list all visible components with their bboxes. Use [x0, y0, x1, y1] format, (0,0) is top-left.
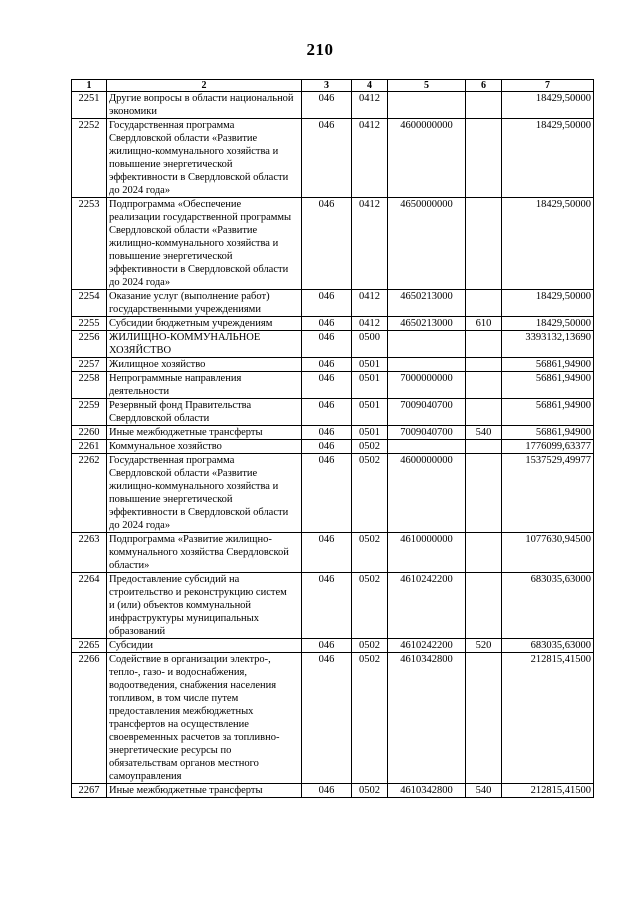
row-expense-type: 610	[466, 317, 502, 331]
page-number: 210	[306, 40, 334, 59]
table-row	[72, 784, 594, 798]
row-number: 2263	[72, 533, 107, 573]
row-ved-code: 046	[302, 573, 352, 639]
row-section-code: 0502	[352, 454, 388, 533]
row-section-code: 0412	[352, 119, 388, 198]
row-amount: 18429,50000	[502, 92, 594, 119]
row-amount: 1077630,94500	[502, 533, 594, 573]
row-amount: 212815,41500	[502, 784, 594, 798]
row-ved-code: 046	[302, 426, 352, 440]
row-expense-type	[466, 533, 502, 573]
row-amount: 683035,63000	[502, 639, 594, 653]
row-section-code: 0502	[352, 653, 388, 784]
row-name: Другие вопросы в области национальной экономики	[107, 92, 302, 119]
column-header: 5	[388, 80, 466, 92]
row-target-code: 4650213000	[388, 317, 466, 331]
row-amount: 18429,50000	[502, 317, 594, 331]
row-ved-code: 046	[302, 440, 352, 454]
row-ved-code: 046	[302, 119, 352, 198]
table-row	[72, 573, 594, 639]
row-expense-type	[466, 399, 502, 426]
table-row	[72, 331, 594, 358]
row-number: 2251	[72, 92, 107, 119]
row-name: Содействие в организации электро-, тепло-, газо- и водоснабжения, водоотведения, снабжения населения топливом, в том числе путем предоставления межбюджетных трансфертов на осуществление своевременных расчетов за топливно- энергетические ресурсы по обязательствам органов местного самоуправления	[107, 653, 302, 784]
table-row	[72, 290, 594, 317]
row-number: 2266	[72, 653, 107, 784]
row-target-code: 4610000000	[388, 533, 466, 573]
row-target-code: 4600000000	[388, 119, 466, 198]
row-number: 2253	[72, 198, 107, 290]
row-amount: 3393132,13690	[502, 331, 594, 358]
row-ved-code: 046	[302, 372, 352, 399]
row-target-code: 4610342800	[388, 653, 466, 784]
row-expense-type: 540	[466, 426, 502, 440]
row-ved-code: 046	[302, 198, 352, 290]
row-number: 2261	[72, 440, 107, 454]
row-section-code: 0501	[352, 358, 388, 372]
table-row	[72, 454, 594, 533]
row-target-code: 4600000000	[388, 454, 466, 533]
row-section-code: 0502	[352, 533, 388, 573]
row-section-code: 0501	[352, 372, 388, 399]
row-ved-code: 046	[302, 639, 352, 653]
row-expense-type	[466, 573, 502, 639]
row-number: 2264	[72, 573, 107, 639]
row-ved-code: 046	[302, 454, 352, 533]
row-target-code	[388, 440, 466, 454]
row-amount: 1776099,63377	[502, 440, 594, 454]
row-ved-code: 046	[302, 358, 352, 372]
column-header: 2	[107, 80, 302, 92]
row-amount: 18429,50000	[502, 119, 594, 198]
row-name: ЖИЛИЩНО-КОММУНАЛЬНОЕ ХОЗЯЙСТВО	[107, 331, 302, 358]
row-section-code: 0502	[352, 784, 388, 798]
row-target-code	[388, 358, 466, 372]
row-ved-code: 046	[302, 92, 352, 119]
row-target-code: 4610242200	[388, 639, 466, 653]
row-expense-type: 540	[466, 784, 502, 798]
row-ved-code: 046	[302, 331, 352, 358]
table-row	[72, 639, 594, 653]
row-amount: 18429,50000	[502, 198, 594, 290]
row-number: 2262	[72, 454, 107, 533]
row-number: 2267	[72, 784, 107, 798]
row-name: Субсидии бюджетным учреждениям	[107, 317, 302, 331]
row-section-code: 0502	[352, 639, 388, 653]
row-section-code: 0412	[352, 92, 388, 119]
row-expense-type	[466, 92, 502, 119]
budget-table	[71, 79, 594, 798]
row-expense-type	[466, 653, 502, 784]
row-ved-code: 046	[302, 317, 352, 331]
row-name: Жилищное хозяйство	[107, 358, 302, 372]
column-header: 3	[302, 80, 352, 92]
row-target-code: 7009040700	[388, 426, 466, 440]
row-target-code: 7000000000	[388, 372, 466, 399]
row-number: 2256	[72, 331, 107, 358]
row-name: Оказание услуг (выполнение работ) государственными учреждениями	[107, 290, 302, 317]
row-amount: 56861,94900	[502, 426, 594, 440]
row-target-code: 7009040700	[388, 399, 466, 426]
row-name: Иные межбюджетные трансферты	[107, 426, 302, 440]
row-section-code: 0502	[352, 573, 388, 639]
table-row	[72, 653, 594, 784]
row-target-code: 4610242200	[388, 573, 466, 639]
row-name: Подпрограмма «Обеспечение реализации государственной программы Свердловской области «Развитие жилищно-коммунального хозяйства и повышение энергетической эффективности в Свердловской области до 2024 года»	[107, 198, 302, 290]
row-ved-code: 046	[302, 533, 352, 573]
row-section-code: 0502	[352, 440, 388, 454]
row-ved-code: 046	[302, 653, 352, 784]
row-name: Подпрограмма «Развитие жилищно- коммунального хозяйства Свердловской области»	[107, 533, 302, 573]
row-ved-code: 046	[302, 290, 352, 317]
row-target-code	[388, 92, 466, 119]
row-name: Государственная программа Свердловской области «Развитие жилищно-коммунального хозяйства и повышение энергетической эффективности в Свердловской области до 2024 года»	[107, 119, 302, 198]
row-target-code	[388, 331, 466, 358]
row-name: Субсидии	[107, 639, 302, 653]
column-header: 7	[502, 80, 594, 92]
row-expense-type	[466, 358, 502, 372]
row-name: Предоставление субсидий на строительство и реконструкцию систем и (или) объектов коммунальной инфраструктуры муниципальных образований	[107, 573, 302, 639]
row-number: 2252	[72, 119, 107, 198]
row-expense-type	[466, 372, 502, 399]
row-number: 2260	[72, 426, 107, 440]
column-header: 1	[72, 80, 107, 92]
row-number: 2265	[72, 639, 107, 653]
row-amount: 1537529,49977	[502, 454, 594, 533]
row-amount: 56861,94900	[502, 399, 594, 426]
row-amount: 56861,94900	[502, 358, 594, 372]
row-name: Резервный фонд Правительства Свердловской области	[107, 399, 302, 426]
column-header: 4	[352, 80, 388, 92]
row-section-code: 0501	[352, 399, 388, 426]
row-expense-type	[466, 198, 502, 290]
row-amount: 56861,94900	[502, 372, 594, 399]
row-name: Непрограммные направления деятельности	[107, 372, 302, 399]
row-name: Государственная программа Свердловской области «Развитие жилищно-коммунального хозяйства и повышение энергетической эффективности в Свердловской области до 2024 года»	[107, 454, 302, 533]
row-target-code: 4650000000	[388, 198, 466, 290]
row-number: 2258	[72, 372, 107, 399]
row-name: Иные межбюджетные трансферты	[107, 784, 302, 798]
column-header: 6	[466, 80, 502, 92]
row-amount: 212815,41500	[502, 653, 594, 784]
row-section-code: 0412	[352, 317, 388, 331]
row-ved-code: 046	[302, 784, 352, 798]
row-expense-type	[466, 331, 502, 358]
table-row	[72, 317, 594, 331]
table-row	[72, 426, 594, 440]
row-ved-code: 046	[302, 399, 352, 426]
table-row	[72, 372, 594, 399]
table-row	[72, 358, 594, 372]
row-section-code: 0412	[352, 198, 388, 290]
row-expense-type	[466, 440, 502, 454]
row-expense-type	[466, 454, 502, 533]
row-target-code: 4610342800	[388, 784, 466, 798]
row-target-code: 4650213000	[388, 290, 466, 317]
row-expense-type: 520	[466, 639, 502, 653]
row-section-code: 0500	[352, 331, 388, 358]
table-row	[72, 92, 594, 119]
row-amount: 18429,50000	[502, 290, 594, 317]
row-amount: 683035,63000	[502, 573, 594, 639]
row-number: 2255	[72, 317, 107, 331]
table-row	[72, 198, 594, 290]
table-row	[72, 119, 594, 198]
row-section-code: 0412	[352, 290, 388, 317]
table-row	[72, 399, 594, 426]
table-row	[72, 440, 594, 454]
table-row	[72, 533, 594, 573]
row-number: 2254	[72, 290, 107, 317]
row-expense-type	[466, 290, 502, 317]
table-header-row	[72, 80, 594, 92]
row-section-code: 0501	[352, 426, 388, 440]
row-name: Коммунальное хозяйство	[107, 440, 302, 454]
row-expense-type	[466, 119, 502, 198]
row-number: 2257	[72, 358, 107, 372]
row-number: 2259	[72, 399, 107, 426]
